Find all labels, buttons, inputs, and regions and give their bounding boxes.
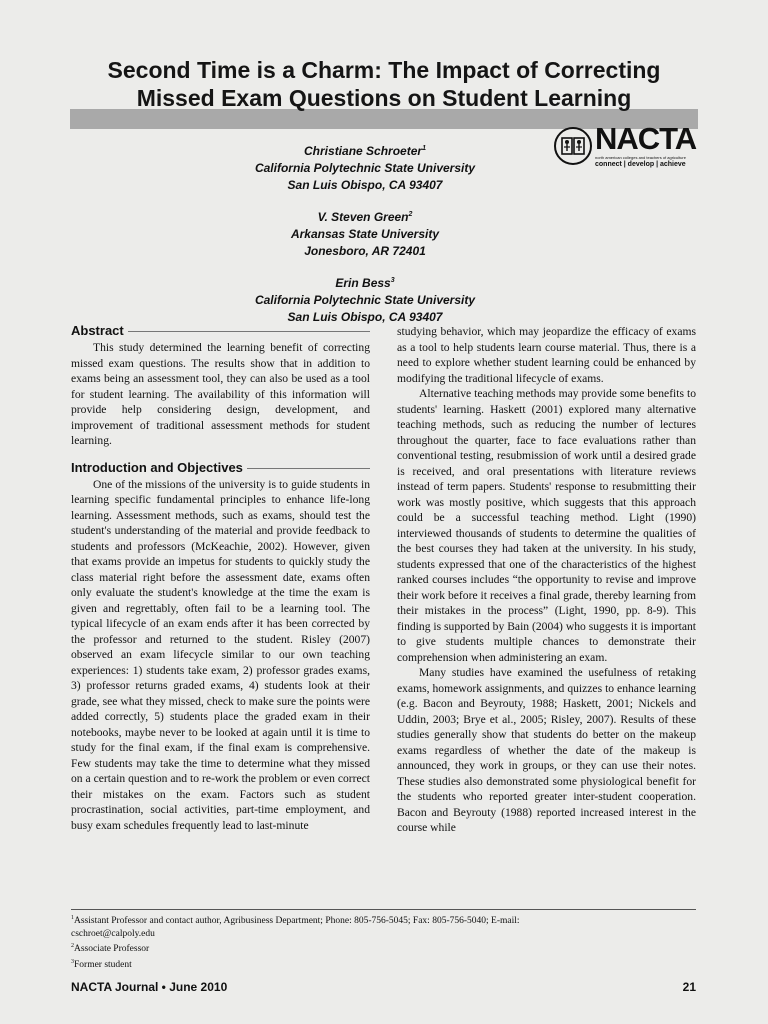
nacta-logo (552, 121, 702, 170)
author-2 (210, 206, 520, 260)
author-note: 3 (390, 277, 395, 284)
intro-paragraph: One of the missions of the university is to guide students in learning specific fundamental principles to enhance life-long learning. Assessment methods, such as exams, should test the student's understanding of the material and provide feedback to students and professors (McKeachie, 2002). However, given that exams provide an impetus for students to quickly study the class material right before the assessment date, exams often only evaluate the student's knowledge at the time the exam is given and regrettably, often fail to be a learning tool. The typical lifecycle of an exam ends after it has been corrected by the professor and returned to the student. Risley (2007) observed an exam lifecycle similar to our own teaching experiences: 1) students take exam, 2) professor grades exams, 3) professor returns graded exams, 4) students look at their grade, see what they missed, check to make sure the points were added correctly, 5) students place the graded exam in their notebooks, maybe never to be looked at again until it is time to study for the final exam, if the final exam is comprehensive. Few students may take the time to determine what they missed on a certain question and to re-work the problem or even correct their mistakes on the exam. Factors such as student procrastination, social activities, part-time employment, and busy exam schedules frequently lead to last-minute (71, 477, 370, 832)
author-institution: California Polytechnic State University (254, 161, 476, 175)
page-number: 21 (682, 980, 696, 994)
body-paragraph-1: studying behavior, which may jeopardize the efficacy of exams as a tool to help students learn course material. Thus, there is a need to explore whether student learning could be enhanced by modifying the traditional lifecycle of exams. (397, 325, 696, 385)
body-paragraph-2: Alternative teaching methods may provide some benefits to students' learning. Haskett (2001) explored many alternative teaching methods, such as reducing the number of lectures throughout the quarter, face to face evaluations rather than conventional testing, resubmission of work until a desired grade is received, and oral presentations with literature reviews instead of term papers. Students' response to resubmitting their work was mostly positive, which suggests that this approach could be a successful teaching method. Light (1990) interviewed thousands of students to determine the qualities of the best courses they had taken at the university. In his study, students expressed that one of the characteristics of the highest ranked courses includes “the opportunity to revise and improve their work before it receives a final grade, thereby learning from their mistakes in the process” (Light, 1990, pp. 8-9). This finding is supported by Bain (2004) who suggests it is important to give students multiple chances to demonstrate their comprehension when administering an exam. (397, 387, 696, 664)
author-location: San Luis Obispo, CA 93407 (287, 178, 443, 192)
abstract-text: This study determined the learning benefit of correcting missed exam questions. The results show that in addition to exams being an assessment tool, they can also be used as a tool for student learning. The availability of this information will provide help considering design, development, and improvement of traditional assessment methods for student learning. (71, 341, 370, 447)
author-note: 2 (408, 211, 413, 218)
author-3 (210, 272, 520, 326)
footnote-3: $^3$Former student (71, 958, 132, 970)
title-line-2: Missed Exam Questions on Student Learning (136, 85, 632, 111)
footnote-1: $^1$Assistant Professor and contact author, Agribusiness Department; Phone: 805-756-5045; Fax: 805-756-5040; E-mail: (71, 915, 520, 927)
footnote-1-email: cschroet@calpoly.edu (71, 928, 155, 939)
right-column (397, 324, 696, 836)
author-location: San Luis Obispo, CA 93407 (287, 310, 443, 324)
logo-tagline: connect | develop | achieve (595, 161, 686, 168)
author-institution: Arkansas State University (290, 227, 440, 241)
footnotes (71, 909, 696, 971)
footnote-2: $^2$Associate Professor (71, 943, 150, 955)
author-name: Erin Bess (335, 276, 391, 290)
intro-heading: Introduction and Objectives (71, 459, 370, 476)
author-institution: California Polytechnic State University (254, 293, 476, 307)
logo-wordmark: NACTA (595, 121, 697, 156)
author-name: V. Steven Green (317, 210, 409, 224)
author-location: Jonesboro, AR 72401 (304, 244, 426, 258)
journal-footer: NACTA Journal • June 2010 (71, 980, 228, 994)
author-list (210, 140, 520, 338)
nacta-emblem-icon (554, 127, 592, 165)
left-column (71, 322, 370, 833)
logo-subtitle: north american colleges and teachers of agriculture (595, 155, 686, 160)
author-name: Christiane Schroeter (304, 144, 423, 158)
title-line-1: Second Time is a Charm: The Impact of Correcting (107, 57, 661, 83)
author-1 (210, 140, 520, 194)
article-title (0, 56, 768, 112)
author-note: 1 (422, 145, 426, 152)
abstract-heading: Abstract (71, 322, 370, 339)
body-paragraph-3: Many studies have examined the usefulness of retaking exams, homework assignments, and quizzes to enhance learning (e.g. Bacon and Beyrouty, 1988; Haskett, 2001; Nickels and Uddin, 2003; Brye et al., 2005; Risley, 2007). Results of these studies generally show that students do better on the makeup exams regardless of whether the date of the makeup is announced, they work in groups, or they can use their notes. These studies also demonstrated some physiological benefit for the students who reported greater inter-student cooperation. Bacon and Beyrouty (1988) reported increased interest in the course while (397, 666, 696, 834)
